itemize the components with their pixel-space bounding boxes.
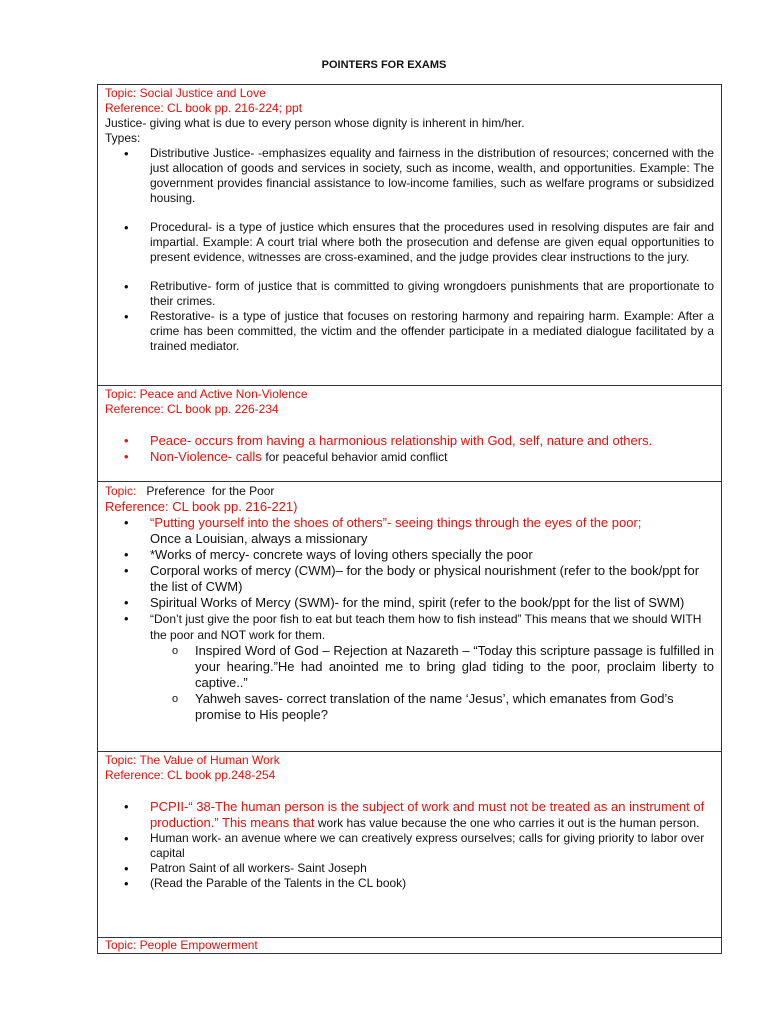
- bullet-icon: •: [124, 279, 129, 294]
- list-item: [105, 309, 714, 354]
- list-item: [105, 595, 714, 611]
- scripture-sublist: [105, 643, 714, 723]
- reference-text: Reference: CL book pp. 226-234: [105, 402, 279, 416]
- bullet-icon: •: [124, 547, 129, 562]
- peace-list: [105, 433, 714, 465]
- topic-heading: Topic: Social Justice and Love: [105, 86, 266, 100]
- list-item: [105, 547, 714, 563]
- list-item-text: Patron Saint of all workers- Saint Joseph: [150, 861, 367, 875]
- topic-heading: Topic: The Value of Human Work: [105, 753, 280, 767]
- topic-heading: Topic: People Empowerment: [105, 938, 258, 952]
- circle-bullet-icon: o: [172, 693, 179, 705]
- list-item: [105, 861, 714, 876]
- list-item: [105, 831, 714, 861]
- list-item: [105, 611, 714, 643]
- list-item-text: Restorative- is a type of justice that focuses on restoring harmony and repairing harm. Example: After a crime has been committed, the victim and the offender participate in a mediated dialogue facilitated by a trained mediator.: [150, 309, 714, 353]
- list-item: [105, 433, 714, 449]
- sub-list-item-text: Inspired Word of God – Rejection at Nazareth – “Today this scripture passage is fulfilled in your hearing.”He had anointed me to bring glad tiding to the poor, proclaim liberty to captive..”: [195, 643, 714, 690]
- list-item-text: Retributive- form of justice that is committed to giving wrongdoers punishments that are proportionate to their crimes.: [150, 279, 714, 308]
- list-item-text: (Read the Parable of the Talents in the CL book): [150, 876, 407, 890]
- list-item-text: Spiritual Works of Mercy (SWM)- for the mind, spirit (refer to the book/ppt for the list of SWM): [150, 595, 685, 610]
- justice-definition: Justice- giving what is due to every person whose dignity is inherent in him/her.: [105, 116, 525, 130]
- sub-list-item: [105, 691, 714, 723]
- bullet-icon: •: [124, 449, 129, 464]
- list-item-text: Distributive Justice- -emphasizes equality and fairness in the distribution of resources; concerned with the just allocation of goods and services in society, such as income, wealth, and opportunities. Example: The government provides financial assistance to low-income families, such as welfare programs or subsidized housing.: [150, 146, 714, 205]
- list-item: [105, 799, 714, 831]
- list-item: [105, 146, 714, 206]
- list-item: [105, 563, 714, 595]
- topic-label: Topic:: [105, 484, 137, 498]
- list-item: [105, 220, 714, 265]
- poor-list: [105, 515, 714, 643]
- bullet-icon: •: [124, 433, 129, 448]
- page-title: POINTERS FOR EXAMS: [321, 59, 447, 71]
- list-item: [105, 279, 714, 309]
- bullet-icon: •: [124, 220, 129, 235]
- list-item-text: Human work- an avenue where we can creatively express ourselves; calls for giving priority to labor over capital: [150, 831, 705, 860]
- bullet-icon: •: [124, 876, 129, 891]
- list-item-text-red: Non-Violence- calls: [150, 449, 266, 464]
- bullet-icon: •: [124, 515, 129, 530]
- list-item-text: work has value because the one who carries it out is the human person.: [314, 816, 700, 830]
- list-item-text: Once a Louisian, always a missionary: [150, 531, 368, 546]
- circle-bullet-icon: o: [172, 645, 179, 657]
- reference-text: Reference: CL book pp. 216-224; ppt: [105, 101, 303, 115]
- bullet-icon: •: [124, 611, 129, 626]
- bullet-icon: •: [124, 861, 129, 876]
- list-item-text: for peaceful behavior amid conflict: [265, 450, 448, 464]
- list-item-text: *Works of mercy- concrete ways of loving others specially the poor: [150, 547, 533, 562]
- topic-text: Preference for the Poor: [136, 484, 275, 498]
- section-social-justice: [97, 84, 722, 386]
- bullet-icon: •: [124, 831, 129, 846]
- list-item: [105, 449, 714, 465]
- section-peace: [97, 385, 722, 482]
- bullet-icon: •: [124, 146, 129, 161]
- topic-heading: [105, 483, 714, 499]
- justice-types-list: [105, 146, 714, 354]
- list-item-text-red: PCPII-“ 38-The human person is the subject of work and must not be treated as an instrument of production.” This means that: [150, 799, 705, 830]
- list-item: [105, 876, 714, 891]
- reference-text: Reference: CL book pp.248-254: [105, 768, 276, 782]
- list-item: [105, 515, 714, 547]
- sub-list-item: [105, 643, 714, 691]
- section-human-work: [97, 751, 722, 938]
- section-people-empowerment: [97, 937, 722, 954]
- list-item-text-red: “Putting yourself into the shoes of others”- seeing things through the eyes of the poor;: [150, 515, 642, 530]
- bullet-icon: •: [124, 563, 129, 578]
- topic-heading: Topic: Peace and Active Non-Violence: [105, 387, 308, 401]
- bullet-icon: •: [124, 595, 129, 610]
- list-item-text: “Don’t just give the poor fish to eat but teach them how to fish instead” This means that we should WITH the poor and NOT work for them.: [150, 612, 702, 642]
- types-label: Types:: [105, 131, 141, 145]
- work-list: [105, 799, 714, 891]
- list-item-text: Corporal works of mercy (CWM)– for the body or physical nourishment (refer to the book/ppt for the list of CWM): [150, 563, 700, 594]
- list-item-text: Procedural- is a type of justice which ensures that the procedures used in resolving disputes are fair and impartial. Example: A court trial where both the prosecution and defense are given equal opportunities to present evidence, witnesses are cross-examined, and the judge provides clear instructions to the jury.: [150, 220, 714, 264]
- sub-list-item-text: Yahweh saves- correct translation of the name ‘Jesus’, which emanates from God’s promise to His people?: [195, 691, 674, 722]
- bullet-icon: •: [124, 799, 129, 814]
- list-item-text: Peace- occurs from having a harmonious relationship with God, self, nature and others.: [150, 433, 653, 448]
- section-preference-poor: [97, 481, 722, 752]
- bullet-icon: •: [124, 309, 129, 324]
- reference-text: Reference: CL book pp. 216-221): [105, 499, 298, 514]
